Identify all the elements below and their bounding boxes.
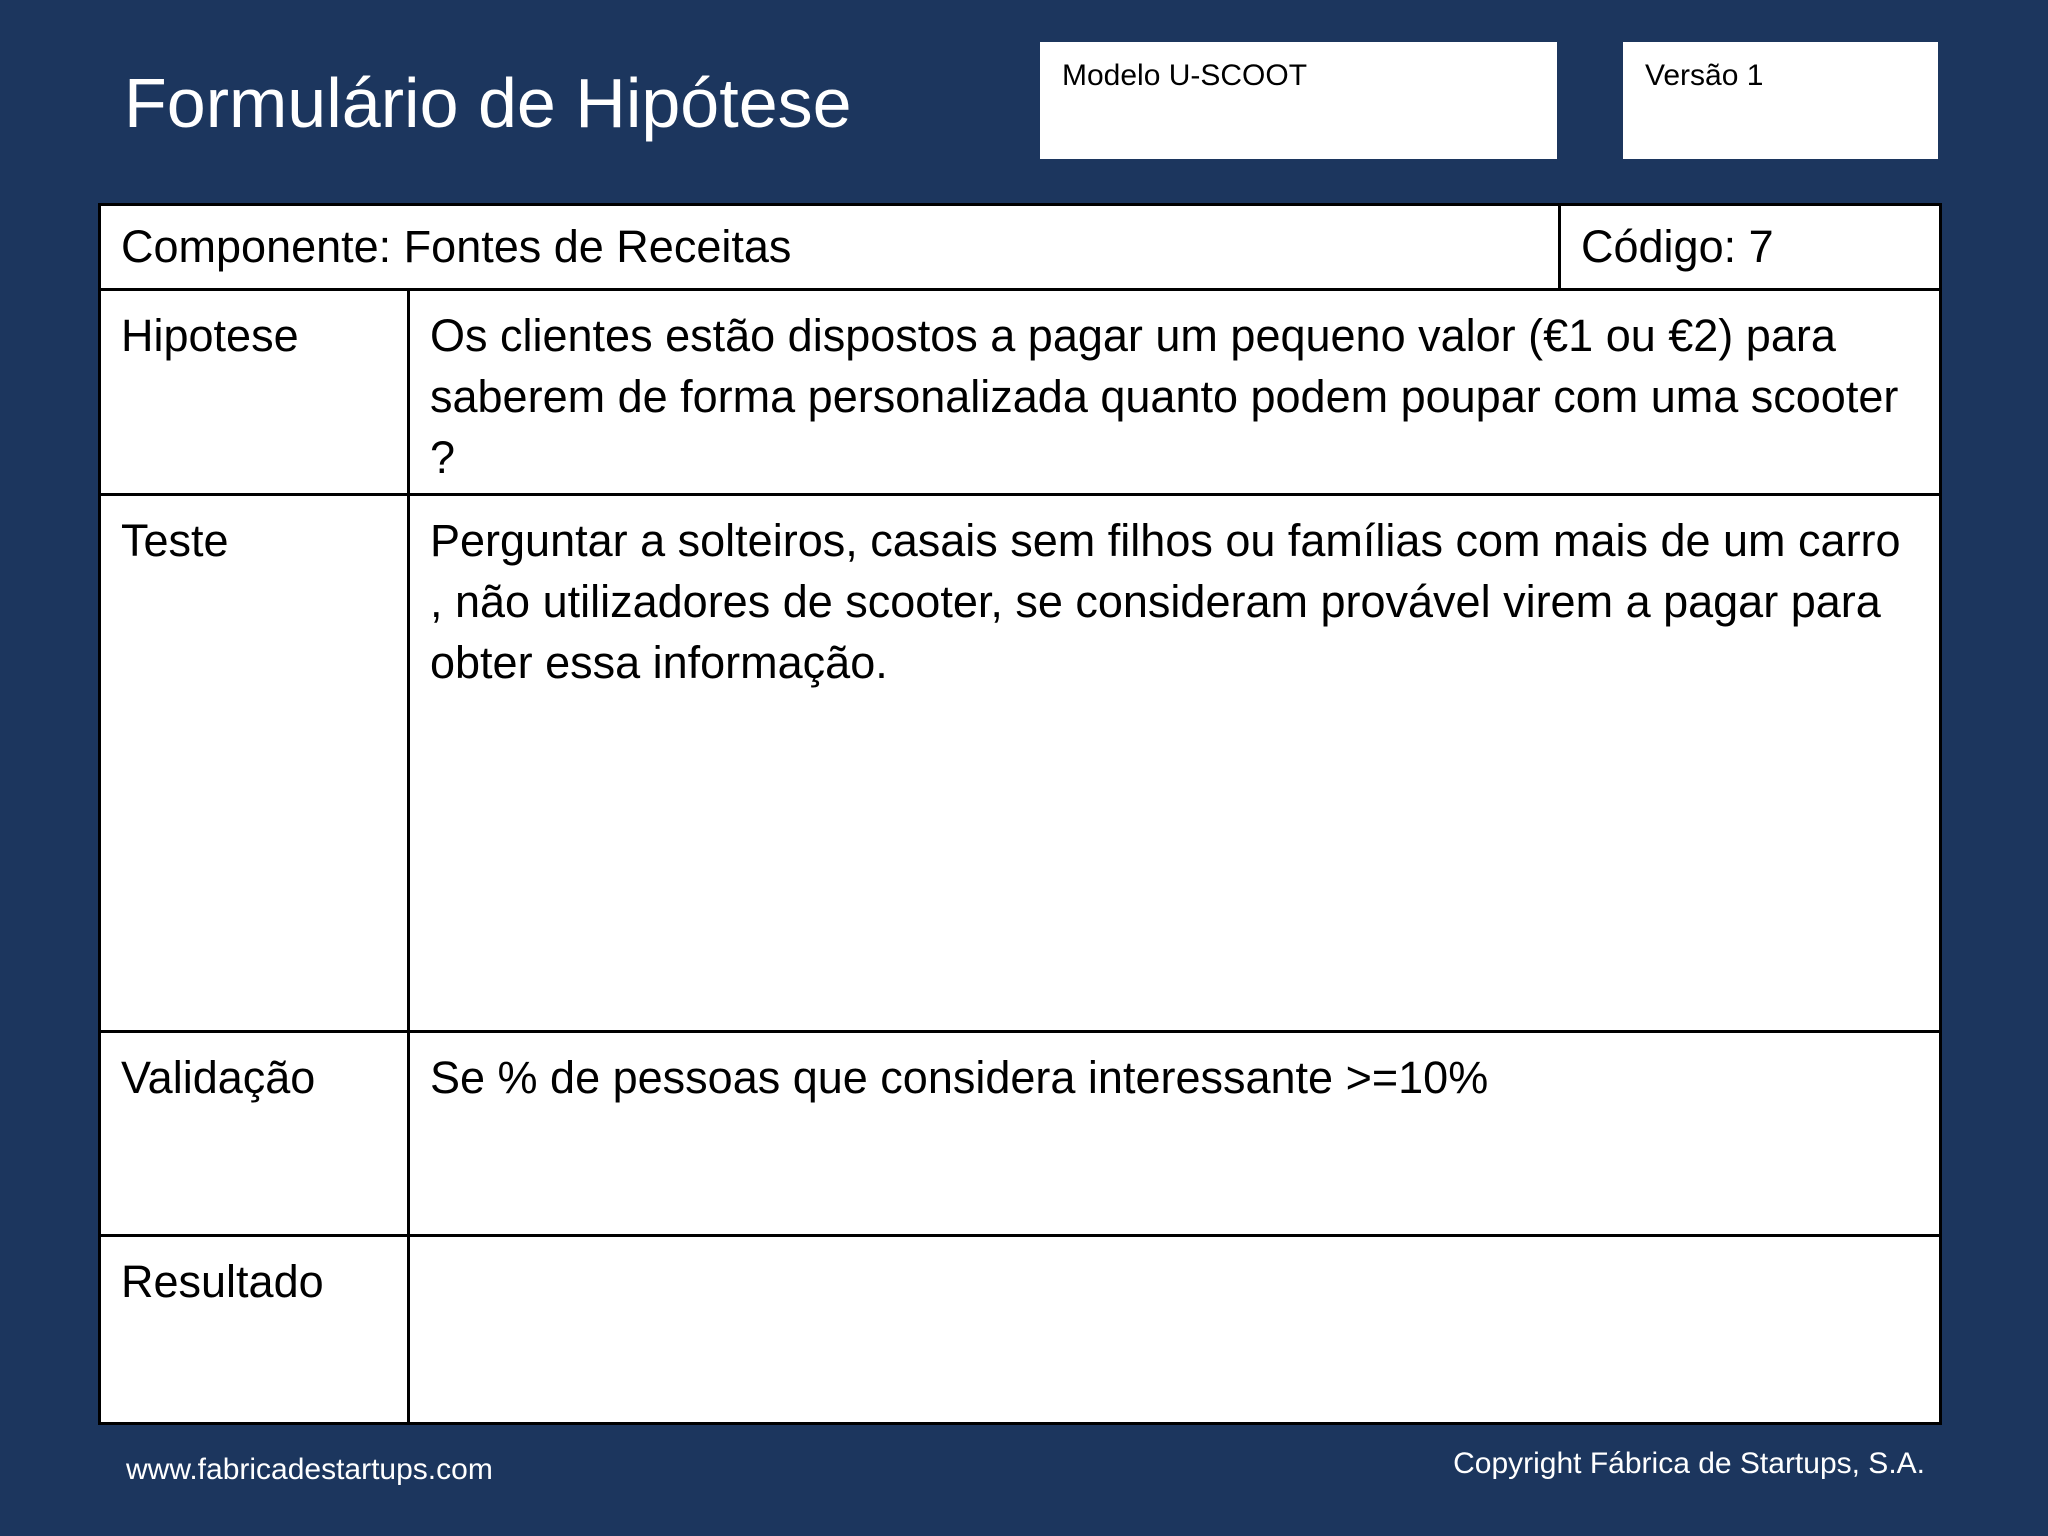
model-name-field[interactable]: Modelo U-SCOOT: [1040, 42, 1557, 159]
hypothesis-form-table: [98, 203, 1942, 1425]
validation-label: Validação: [121, 1052, 316, 1103]
test-row: [101, 493, 1939, 1030]
hypothesis-field[interactable]: Os clientes estão dispostos a pagar um pequeno valor (€1 ou €2) para saberem de forma personalizada quanto podem poupar com uma scooter ?: [407, 291, 1939, 493]
result-field[interactable]: [407, 1237, 1939, 1422]
result-row: [101, 1234, 1939, 1422]
version-field[interactable]: Versão 1: [1623, 42, 1938, 159]
form-header-row: [101, 206, 1939, 288]
test-label: Teste: [121, 515, 229, 566]
page-title: Formulário de Hipótese: [124, 64, 852, 142]
validation-field[interactable]: Se % de pessoas que considera interessante >=10%: [407, 1033, 1939, 1234]
hypothesis-label: Hipotese: [121, 310, 299, 361]
copyright-text: Copyright Fábrica de Startups, S.A.: [1453, 1447, 1925, 1480]
test-field[interactable]: Perguntar a solteiros, casais sem filhos ou famílias com mais de um carro , não utilizadores de scooter, se consideram provável virem a pagar para obter essa informação.: [407, 496, 1939, 1030]
code-field[interactable]: Código: 7: [1558, 206, 1939, 288]
website-url[interactable]: www.fabricadestartups.com: [126, 1453, 493, 1486]
hypothesis-row: [101, 288, 1939, 493]
result-label: Resultado: [121, 1256, 324, 1307]
component-field[interactable]: Componente: Fontes de Receitas: [121, 221, 792, 272]
validation-row: [101, 1030, 1939, 1234]
